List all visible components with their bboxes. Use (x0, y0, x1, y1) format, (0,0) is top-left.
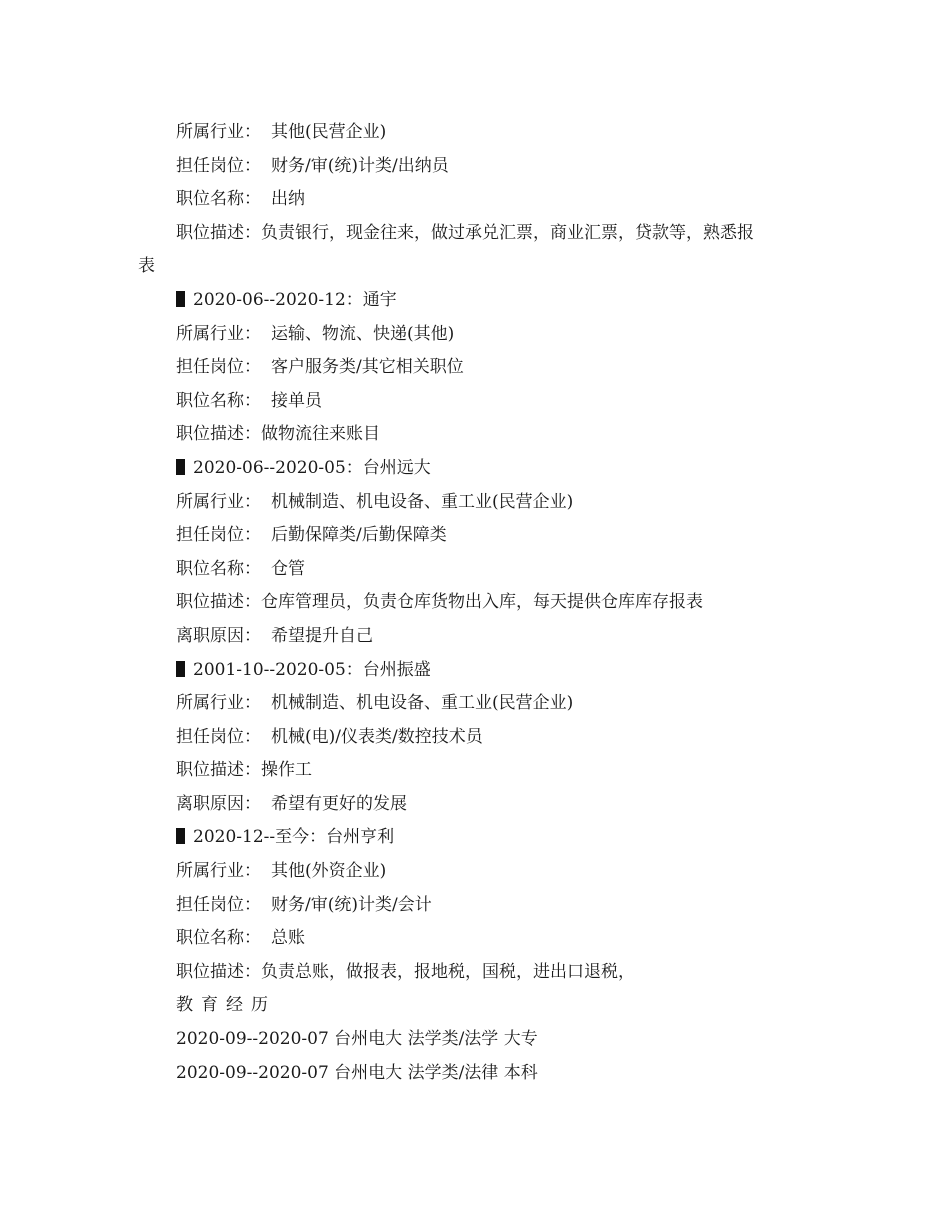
field-label: 担任岗位： (176, 525, 261, 546)
education-row (176, 1057, 836, 1091)
job-header (176, 284, 836, 318)
field-label: 职位描述： (176, 961, 261, 982)
field-label: 职位名称： (176, 189, 261, 210)
field-value: 财务/审(统)计类/会计 (271, 894, 432, 915)
field-label: 职位描述： (176, 222, 261, 243)
industry-line (176, 318, 836, 352)
field-value: 后勤保障类/后勤保障类 (271, 525, 447, 546)
field-value: 仓管 (271, 558, 305, 579)
field-value: 客户服务类/其它相关职位 (271, 357, 464, 378)
job-header (176, 821, 836, 855)
field-label: 职位描述： (176, 760, 261, 781)
field-label: 所属行业： (176, 323, 261, 344)
field-value: 出纳 (271, 189, 305, 210)
title-line (176, 553, 836, 587)
job-header-text: 2020-12--至今：台州亨利 (193, 827, 395, 848)
work-experience-section (138, 116, 836, 1090)
job-header-text: 2001-10--2020-05：台州振盛 (193, 659, 431, 680)
education-row-text: 2020-09--2020-07 台州电大 法学类/法律 本科 (176, 1062, 538, 1083)
field-label: 职位名称： (176, 558, 261, 579)
leave-reason-line (176, 788, 836, 822)
field-label: 担任岗位： (176, 357, 261, 378)
description-line (176, 418, 836, 452)
field-value: 机械制造、机电设备、重工业(民营企业) (271, 491, 574, 512)
education-row (176, 1023, 836, 1057)
field-value: 总账 (271, 928, 305, 949)
bullet-icon (176, 661, 185, 677)
industry-line (176, 486, 836, 520)
field-label: 担任岗位： (176, 726, 261, 747)
field-label: 担任岗位： (176, 155, 261, 176)
field-value: 表 (138, 256, 155, 277)
bullet-icon (176, 459, 185, 475)
field-label: 所属行业： (176, 693, 261, 714)
field-value: 其他(民营企业) (271, 122, 387, 142)
field-value: 机械(电)/仪表类/数控技术员 (271, 726, 483, 747)
field-label: 所属行业： (176, 861, 261, 882)
heading-char: 教 (176, 995, 193, 1016)
field-value: 其他(外资企业) (271, 861, 387, 882)
field-value: 负责银行，现金往来，做过承兑汇票，商业汇票，贷款等，熟悉报 (261, 222, 754, 243)
field-label: 担任岗位： (176, 894, 261, 915)
field-label: 离职原因： (176, 793, 261, 814)
position-line (176, 721, 836, 755)
field-value: 运输、物流、快递(其他) (271, 323, 455, 344)
description-line (176, 586, 836, 620)
position-line (176, 519, 836, 553)
industry-line (176, 855, 836, 889)
description-line-continued (138, 250, 836, 284)
heading-char: 历 (251, 995, 268, 1016)
field-value: 机械制造、机电设备、重工业(民营企业) (271, 693, 574, 714)
title-line (176, 922, 836, 956)
job-header-text: 2020-06--2020-12：通宇 (193, 289, 397, 310)
field-value: 做物流往来账目 (261, 424, 380, 445)
leave-reason-line (176, 620, 836, 654)
title-line (176, 183, 836, 217)
position-line (176, 351, 836, 385)
heading-char: 经 (226, 995, 243, 1016)
field-value: 操作工 (261, 760, 312, 781)
job-header-text: 2020-06--2020-05：台州远大 (193, 457, 431, 478)
description-line (176, 754, 836, 788)
position-line (176, 150, 836, 184)
field-label: 所属行业： (176, 491, 261, 512)
field-label: 职位名称： (176, 390, 261, 411)
heading-char: 育 (201, 995, 218, 1016)
description-line (176, 956, 836, 990)
field-label: 离职原因： (176, 625, 261, 646)
field-label: 所属行业： (176, 122, 261, 142)
field-value: 希望提升自己 (271, 625, 373, 646)
education-heading (176, 989, 836, 1023)
bullet-icon (176, 828, 185, 844)
industry-line (176, 687, 836, 721)
title-line (176, 385, 836, 419)
industry-line (176, 116, 836, 150)
field-value: 希望有更好的发展 (271, 793, 407, 814)
description-line (176, 217, 836, 251)
education-row-text: 2020-09--2020-07 台州电大 法学类/法学 大专 (176, 1029, 538, 1050)
field-label: 职位名称： (176, 928, 261, 949)
position-line (176, 889, 836, 923)
field-label: 职位描述： (176, 592, 261, 613)
field-label: 职位描述： (176, 424, 261, 445)
field-value: 负责总账，做报表，报地税，国税，进出口退税， (261, 961, 635, 982)
bullet-icon (176, 291, 185, 307)
field-value: 仓库管理员，负责仓库货物出入库，每天提供仓库库存报表 (261, 592, 703, 613)
field-value: 财务/审(统)计类/出纳员 (271, 155, 449, 176)
field-value: 接单员 (271, 390, 322, 411)
job-header (176, 654, 836, 688)
job-header (176, 452, 836, 486)
